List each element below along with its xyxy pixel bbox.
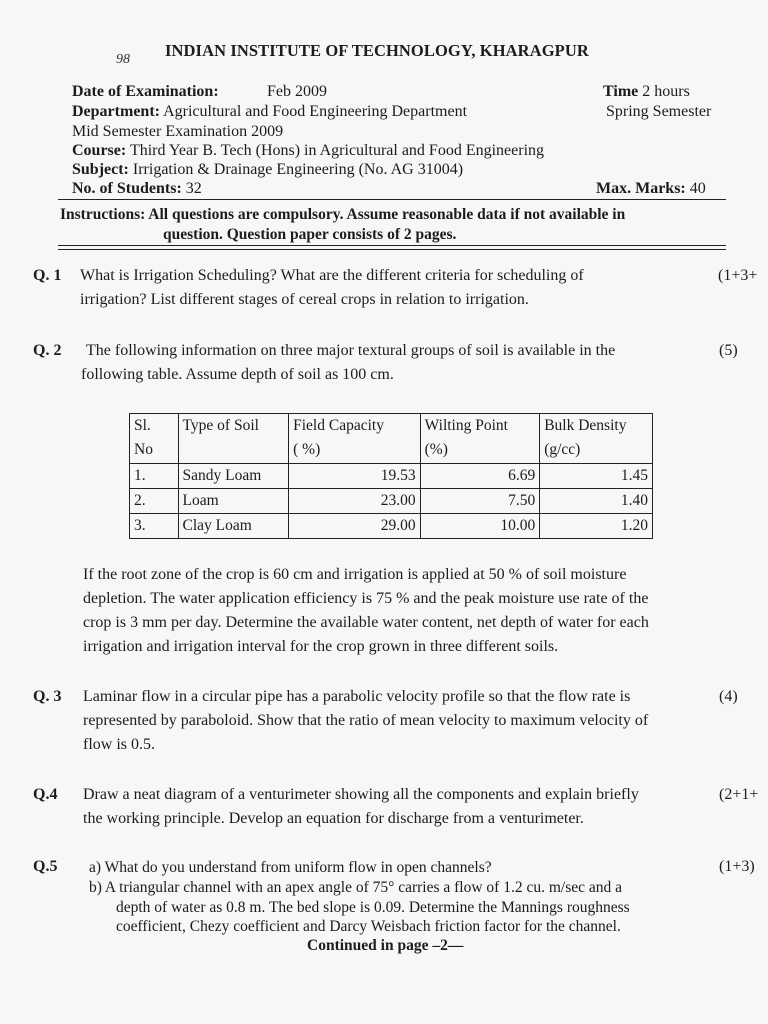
q5-part-b-line: depth of water as 0.8 m. The bed slope is 0.09. Determine the Mannings roughness — [116, 899, 630, 916]
students-row — [72, 179, 202, 198]
cell-sl-no: 1. — [130, 464, 179, 489]
cell-wilting-point: 6.69 — [420, 464, 540, 489]
q2-line: The following information on three major textural groups of soil is available in the — [86, 342, 616, 359]
q1-line: irrigation? List different stages of cereal crops in relation to irrigation. — [80, 291, 529, 308]
subject-row — [72, 160, 463, 179]
cell-soil-type: Loam — [178, 489, 289, 514]
cell-field-capacity: 19.53 — [289, 464, 421, 489]
q2-followup-line: depletion. The water application efficiency is 75 % and the peak moisture use rate of the — [83, 590, 649, 607]
department-row — [72, 102, 467, 121]
cell-bulk-density: 1.45 — [540, 464, 653, 489]
q3-line: flow is 0.5. — [83, 736, 155, 753]
instructions-rule-bottom — [58, 249, 726, 250]
time-value: 2 hours — [642, 83, 690, 100]
q2-text — [81, 339, 616, 387]
header-rule — [58, 199, 726, 200]
q3-text — [83, 685, 648, 757]
q4-text — [83, 783, 639, 831]
q1-marks: (1+3+ — [718, 267, 758, 284]
header-sl-no: Sl. No — [130, 414, 179, 464]
table-header-row — [130, 414, 653, 464]
table-row — [130, 514, 653, 539]
instructions-line-2: question. Question paper consists of 2 pages. — [163, 226, 457, 243]
q3-line: Laminar flow in a circular pipe has a parabolic velocity profile so that the flow rate is — [83, 688, 631, 705]
q5-number: Q.5 — [33, 858, 58, 875]
course-value: Third Year B. Tech (Hons) in Agricultural and Food Engineering — [129, 142, 545, 159]
q4-number: Q.4 — [33, 786, 58, 803]
q2-marks: (5) — [719, 342, 738, 359]
cell-bulk-density: 1.40 — [540, 489, 653, 514]
students-value: 32 — [185, 180, 202, 197]
subject-value: Irrigation & Drainage Engineering (No. AG 31004) — [132, 161, 464, 178]
cell-wilting-point: 7.50 — [420, 489, 540, 514]
q2-followup-line: If the root zone of the crop is 60 cm and irrigation is applied at 50 % of soil moisture — [83, 566, 627, 583]
q2-followup-line: crop is 3 mm per day. Determine the available water content, net depth of water for each — [83, 614, 649, 631]
q2-followup — [83, 563, 649, 659]
table-row — [130, 464, 653, 489]
q2-followup-line: irrigation and irrigation interval for the crop grown in three different soils. — [83, 638, 559, 655]
cell-soil-type: Sandy Loam — [178, 464, 289, 489]
cell-wilting-point: 10.00 — [420, 514, 540, 539]
students-label: No. of Students: — [72, 180, 182, 197]
exam-name: Mid Semester Examination 2009 — [72, 123, 284, 140]
handwritten-mark: 98 — [116, 52, 130, 67]
instructions-line-1: Instructions: All questions are compulsory. Assume reasonable data if not available in — [60, 206, 626, 223]
max-marks-label: Max. Marks: — [596, 180, 686, 197]
q3-line: represented by paraboloid. Show that the ratio of mean velocity to maximum velocity of — [83, 712, 649, 729]
q3-marks: (4) — [719, 688, 738, 705]
cell-soil-type: Clay Loam — [178, 514, 289, 539]
q1-line: What is Irrigation Scheduling? What are the different criteria for scheduling of — [80, 267, 584, 284]
header-bulk-density: Bulk Density (g/cc) — [540, 414, 653, 464]
q2-line: following table. Assume depth of soil as 100 cm. — [81, 366, 394, 383]
max-marks-value: 40 — [689, 180, 706, 197]
q5-part-b-line: b) A triangular channel with an apex angle of 75° carries a flow of 1.2 cu. m/sec and a — [89, 879, 623, 896]
header-wilting-point: Wilting Point (%) — [420, 414, 540, 464]
max-marks-row — [596, 179, 706, 198]
exam-date: Feb 2009 — [267, 83, 327, 100]
header-field-capacity: Field Capacity ( %) — [289, 414, 421, 464]
department-label: Department: — [72, 103, 160, 120]
cell-field-capacity: 23.00 — [289, 489, 421, 514]
q1-text — [80, 264, 584, 312]
q5-part-b-line: coefficient, Chezy coefficient and Darcy Weisbach friction factor for the channel. — [116, 918, 621, 935]
q4-line: the working principle. Develop an equation for discharge from a venturimeter. — [83, 810, 584, 827]
course-row — [72, 141, 544, 160]
cell-bulk-density: 1.20 — [540, 514, 653, 539]
soil-data-table — [129, 413, 653, 539]
table-row — [130, 489, 653, 514]
q1-number: Q. 1 — [33, 267, 62, 284]
institute-title: INDIAN INSTITUTE OF TECHNOLOGY, KHARAGPUR — [165, 41, 589, 60]
semester: Spring Semester — [606, 103, 712, 120]
instructions-rule-top — [58, 245, 726, 246]
q4-marks: (2+1+ — [719, 786, 759, 803]
course-label: Course: — [72, 142, 127, 159]
subject-label: Subject: — [72, 161, 129, 178]
cell-field-capacity: 29.00 — [289, 514, 421, 539]
time-label: Time — [603, 83, 639, 100]
continued-note: Continued in page –2— — [307, 937, 464, 954]
q5-part-a: a) What do you understand from uniform flow in open channels? — [89, 859, 492, 876]
time-row — [603, 82, 690, 101]
q4-line: Draw a neat diagram of a venturimeter showing all the components and explain briefly — [83, 786, 639, 803]
q3-number: Q. 3 — [33, 688, 62, 705]
cell-sl-no: 3. — [130, 514, 179, 539]
cell-sl-no: 2. — [130, 489, 179, 514]
exam-date-row — [72, 82, 219, 101]
header-type-of-soil: Type of Soil — [178, 414, 289, 464]
exam-date-label: Date of Examination: — [72, 83, 219, 100]
q2-number: Q. 2 — [33, 342, 62, 359]
department-value: Agricultural and Food Engineering Department — [163, 103, 468, 120]
q5-marks: (1+3) — [719, 858, 755, 875]
